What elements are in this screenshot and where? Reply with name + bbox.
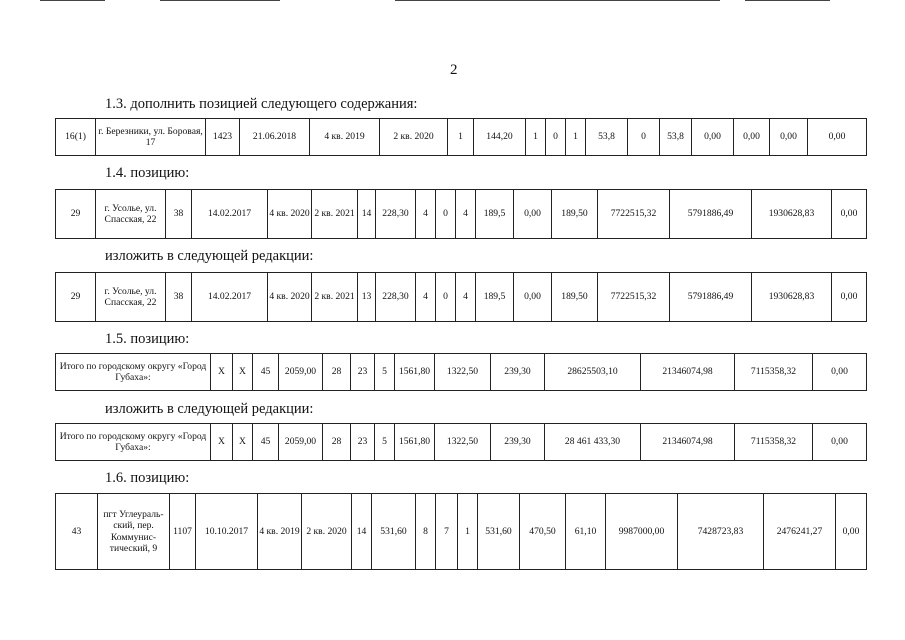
table-cell: 5 bbox=[375, 424, 395, 461]
table-cell: 5791886,49 bbox=[670, 190, 752, 239]
table-cell: 10.10.2017 bbox=[196, 494, 258, 570]
table-cell: 53,8 bbox=[660, 119, 692, 156]
top-border-line bbox=[40, 0, 105, 1]
table-row bbox=[56, 354, 867, 391]
table-cell: 7722515,32 bbox=[598, 273, 670, 322]
table-cell: 14 bbox=[352, 494, 372, 570]
table-cell: 189,50 bbox=[552, 190, 598, 239]
table-cell: 9987000,00 bbox=[606, 494, 678, 570]
table-cell: 7722515,32 bbox=[598, 190, 670, 239]
table-cell: 0,00 bbox=[813, 424, 867, 461]
table-cell: 1 bbox=[566, 119, 586, 156]
table-cell: 0 bbox=[628, 119, 660, 156]
table-cell: г. Березники, ул. Боровая, 17 bbox=[96, 119, 206, 156]
table-cell: 0 bbox=[436, 190, 456, 239]
table-cell: 23 bbox=[351, 354, 375, 391]
table-row bbox=[56, 494, 867, 570]
table-cell: 1322,50 bbox=[435, 354, 491, 391]
table-cell: 4 кв. 2019 bbox=[258, 494, 302, 570]
table-cell: 7 bbox=[436, 494, 458, 570]
table-cell: 470,50 bbox=[520, 494, 566, 570]
table-cell: г. Усолье, ул. Спасская, 22 bbox=[96, 190, 166, 239]
table-1-4 bbox=[55, 189, 867, 239]
table-cell: 2 кв. 2021 bbox=[312, 273, 358, 322]
table-cell: 21346074,98 bbox=[641, 424, 735, 461]
table-cell: 1107 bbox=[170, 494, 196, 570]
table-cell: 45 bbox=[253, 424, 279, 461]
table-cell: 5 bbox=[375, 354, 395, 391]
table-cell: 0,00 bbox=[514, 190, 552, 239]
table-cell: 23 bbox=[351, 424, 375, 461]
table-cell: 0,00 bbox=[692, 119, 734, 156]
heading-1-6: 1.6. позицию: bbox=[105, 470, 190, 486]
table-cell: 4 bbox=[416, 190, 436, 239]
table-cell: пгт Углеураль-ский, пер. Коммунис-тический, 9 bbox=[98, 494, 170, 570]
table-1-6 bbox=[55, 493, 867, 570]
table-cell: 4 bbox=[416, 273, 436, 322]
table-cell: 0,00 bbox=[808, 119, 867, 156]
table-cell: 38 bbox=[166, 190, 192, 239]
table-cell: 189,5 bbox=[476, 273, 514, 322]
table-cell: 1 bbox=[458, 494, 478, 570]
table-cell: 0 bbox=[436, 273, 456, 322]
table-cell: Итого по городскому округу «Город Губаха»: bbox=[56, 354, 211, 391]
table-cell: 28 bbox=[323, 354, 351, 391]
table-cell: 4 bbox=[456, 190, 476, 239]
table-cell: 1 bbox=[448, 119, 474, 156]
table-1-3 bbox=[55, 118, 867, 156]
table-cell: 38 bbox=[166, 273, 192, 322]
table-cell: 21.06.2018 bbox=[240, 119, 310, 156]
table-cell: 1 bbox=[526, 119, 546, 156]
heading-1-3: 1.3. дополнить позицией следующего содержания: bbox=[105, 96, 418, 112]
table-cell: 189,50 bbox=[552, 273, 598, 322]
table-cell: 239,30 bbox=[491, 354, 545, 391]
heading-1-4: 1.4. позицию: bbox=[105, 165, 190, 181]
table-1-5-new bbox=[55, 423, 867, 461]
table-cell: 1561,80 bbox=[395, 354, 435, 391]
table-cell: 0,00 bbox=[832, 273, 867, 322]
table-cell: 21346074,98 bbox=[641, 354, 735, 391]
table-cell: 4 кв. 2020 bbox=[268, 190, 312, 239]
table-cell: 29 bbox=[56, 190, 96, 239]
table-cell: 45 bbox=[253, 354, 279, 391]
table-cell: 7428723,83 bbox=[678, 494, 764, 570]
table-cell: 531,60 bbox=[478, 494, 520, 570]
table-cell: 5791886,49 bbox=[670, 273, 752, 322]
page-number: 2 bbox=[450, 62, 458, 78]
table-cell: 14.02.2017 bbox=[192, 190, 268, 239]
table-cell: 239,30 bbox=[491, 424, 545, 461]
table-cell: 0 bbox=[546, 119, 566, 156]
table-cell: 43 bbox=[56, 494, 98, 570]
table-cell: 0,00 bbox=[770, 119, 808, 156]
table-cell: 1930628,83 bbox=[752, 190, 832, 239]
table-row bbox=[56, 190, 867, 239]
table-cell: 28625503,10 bbox=[545, 354, 641, 391]
table-cell: 28 bbox=[323, 424, 351, 461]
heading-1-5: 1.5. позицию: bbox=[105, 331, 190, 347]
table-cell: 228,30 bbox=[376, 190, 416, 239]
table-cell: 531,60 bbox=[372, 494, 416, 570]
table-cell: 0,00 bbox=[514, 273, 552, 322]
table-cell: 1930628,83 bbox=[752, 273, 832, 322]
table-cell: 8 bbox=[416, 494, 436, 570]
table-cell: 4 кв. 2019 bbox=[310, 119, 380, 156]
table-cell: 144,20 bbox=[474, 119, 526, 156]
table-row bbox=[56, 273, 867, 322]
table-cell: г. Усолье, ул. Спасская, 22 bbox=[96, 273, 166, 322]
table-cell: Итого по городскому округу «Город Губаха»: bbox=[56, 424, 211, 461]
table-cell: 4 bbox=[456, 273, 476, 322]
table-cell: 2059,00 bbox=[279, 354, 323, 391]
heading-1-4-new-edition: изложить в следующей редакции: bbox=[105, 248, 314, 264]
table-cell: 2059,00 bbox=[279, 424, 323, 461]
table-cell: 61,10 bbox=[566, 494, 606, 570]
table-cell: 7115358,32 bbox=[735, 354, 813, 391]
table-cell: 1423 bbox=[206, 119, 240, 156]
table-cell: 28 461 433,30 bbox=[545, 424, 641, 461]
top-border-line bbox=[745, 0, 830, 1]
top-border-line bbox=[160, 0, 280, 1]
table-cell: 2 кв. 2021 bbox=[312, 190, 358, 239]
heading-1-5-new-edition: изложить в следующей редакции: bbox=[105, 401, 314, 417]
table-cell: 0,00 bbox=[734, 119, 770, 156]
table-cell: 16(1) bbox=[56, 119, 96, 156]
table-cell: 2 кв. 2020 bbox=[380, 119, 448, 156]
table-row bbox=[56, 119, 867, 156]
table-cell: 2476241,27 bbox=[764, 494, 836, 570]
table-cell: 0,00 bbox=[836, 494, 867, 570]
table-cell: 29 bbox=[56, 273, 96, 322]
table-cell: 13 bbox=[358, 273, 376, 322]
table-cell: 14 bbox=[358, 190, 376, 239]
table-cell: 4 кв. 2020 bbox=[268, 273, 312, 322]
table-cell: X bbox=[211, 424, 233, 461]
table-1-4-new bbox=[55, 272, 867, 322]
table-cell: 1561,80 bbox=[395, 424, 435, 461]
table-cell: 1322,50 bbox=[435, 424, 491, 461]
table-1-5 bbox=[55, 353, 867, 391]
table-cell: 7115358,32 bbox=[735, 424, 813, 461]
table-cell: 228,30 bbox=[376, 273, 416, 322]
table-row bbox=[56, 424, 867, 461]
table-cell: X bbox=[233, 424, 253, 461]
top-border-line bbox=[395, 0, 720, 1]
table-cell: X bbox=[211, 354, 233, 391]
table-cell: 0,00 bbox=[832, 190, 867, 239]
table-cell: X bbox=[233, 354, 253, 391]
table-cell: 53,8 bbox=[586, 119, 628, 156]
table-cell: 2 кв. 2020 bbox=[302, 494, 352, 570]
table-cell: 189,5 bbox=[476, 190, 514, 239]
table-cell: 0,00 bbox=[813, 354, 867, 391]
table-cell: 14.02.2017 bbox=[192, 273, 268, 322]
